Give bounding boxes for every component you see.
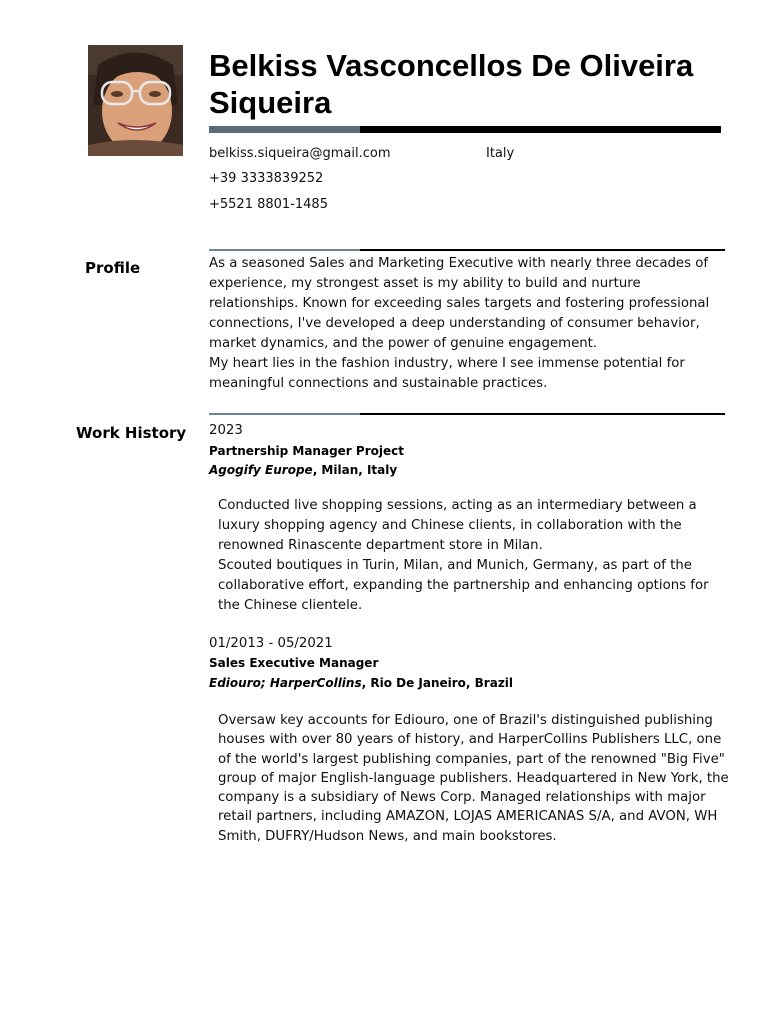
job-title: Partnership Manager Project — [209, 444, 404, 458]
profile-paragraph: My heart lies in the fashion industry, where I see immense potential for meaningful connections and sustainable practices. — [209, 356, 685, 391]
job-description — [218, 711, 730, 846]
candidate-name: Belkiss Vasconcellos De Oliveira Siqueira — [209, 48, 694, 120]
job-company: Agogify Europe — [209, 463, 313, 477]
job-description-item: Scouted boutiques in Turin, Milan, and Munich, Germany, as part of the collaborative effort, expanding the partnership and enhancing options for the Chinese clientele. — [218, 558, 709, 613]
profile-heading: Profile — [85, 259, 141, 277]
phone-secondary[interactable]: +5521 8801-1485 — [209, 197, 328, 212]
profile-paragraph: As a seasoned Sales and Marketing Executive with nearly three decades of experience, my strongest asset is my ability to build and nurture relationships. Known for exceeding sales targets and fostering professional connections, I've developed a deep understanding of consumer behavior, market dynamics, and the power of genuine engagement. — [209, 256, 710, 351]
job-description-item: Oversaw key accounts for Ediouro, one of Brazil's distinguished publishing houses with over 80 years of history, and HarperCollins Publishers LLC, one of the world's largest publishing companies, part of the renowned "Big Five" group of major English-language publishers. Headquartered in New York, the company is a subsidiary of News Corp. Managed relationships with major retail partners, including AMAZON, LOJAS AMERICANAS S/A, and AVON, WH Smith, DUFRY/Hudson News, and main bookstores. — [218, 713, 729, 844]
job-date: 01/2013 - 05/2021 — [209, 636, 333, 651]
job-employer — [209, 462, 397, 478]
location-text: Italy — [486, 146, 515, 161]
job-date: 2023 — [209, 423, 243, 438]
job-employer — [209, 675, 513, 691]
name-divider — [209, 126, 721, 133]
email-text[interactable]: belkiss.siqueira@gmail.com — [209, 146, 391, 161]
job-location: , Rio De Janeiro, Brazil — [361, 676, 514, 690]
job-company: Ediouro; HarperCollins — [209, 676, 362, 690]
profile-divider — [209, 249, 725, 251]
job-title: Sales Executive Manager — [209, 656, 379, 670]
job-location: , Milan, Italy — [312, 463, 398, 477]
job-description — [218, 496, 718, 616]
work-history-divider — [209, 413, 725, 415]
profile-summary — [209, 254, 719, 394]
work-history-heading: Work History — [76, 424, 187, 442]
phone-primary[interactable]: +39 3333839252 — [209, 171, 324, 186]
profile-photo — [88, 45, 183, 156]
job-description-item: Conducted live shopping sessions, acting as an intermediary between a luxury shopping agency and Chinese clients, in collaboration with the renowned Rinascente department store in Milan. — [218, 498, 697, 553]
